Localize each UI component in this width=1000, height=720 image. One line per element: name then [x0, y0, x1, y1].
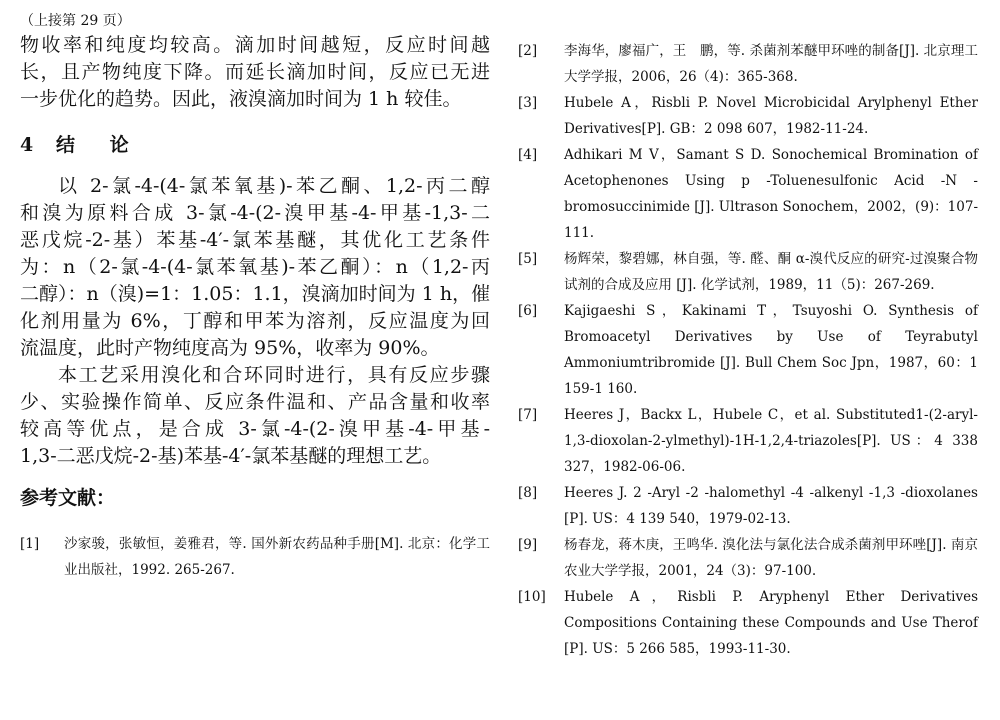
reference-item [518, 298, 978, 402]
text-line: 长，且产物纯度下降。而延长滴加时间，反应已无进 [20, 61, 490, 83]
reference-text: 李海华，廖福广，王 鹏，等. 杀菌剂苯醚甲环唑的制备[J]. 北京理工大学学报，2006，26（4)：365-368. [564, 43, 978, 85]
reference-text: Adhikari M V，Samant S D. Sonochemical Bromination of Acetophenones Using p -Toluenesulfonic Acid -N -bromosuccinimide [J]. Ultrason Sonochem，2002，(9)：107-111. [564, 147, 979, 241]
reference-item [518, 38, 978, 90]
reference-text: Heeres J，Backx L，Hubele C，et al. Substituted1-(2-aryl-1,3-dioxolan-2-ylmethyl)-1H-1,2,4-triazoles[P]. US：4 338 327，1982-06-06. [564, 407, 978, 475]
intro-paragraph [20, 32, 490, 113]
section-heading [20, 132, 490, 159]
reference-text: 杨春龙，蒋木庚，王鸣华. 溴化法与氯化法合成杀菌剂甲环唑[J]. 南京农业大学学报，2001，24（3)：97-100. [564, 537, 978, 579]
reference-label: [3] [518, 95, 538, 111]
reference-label: [4] [518, 147, 538, 163]
reference-item [518, 402, 978, 480]
conclusion-paragraph-2 [20, 362, 490, 470]
text-line: 一步优化的趋势。因此，液溴滴加时间为 1 h 较佳。 [20, 88, 462, 110]
continued-note: （上接第 29 页） [20, 13, 131, 29]
text-line: 以 2-氯-4-(4-氯苯氧基)-苯乙酮、1,2-丙二醇 [58, 175, 490, 197]
reference-text: Heeres J. 2 -Aryl -2 -halomethyl -4 -alkenyl -1,3 -dioxolanes [P]. US：4 139 540，1979-02-13. [564, 485, 978, 527]
conclusion-paragraph-1 [20, 173, 490, 362]
reference-label: [10] [518, 589, 546, 605]
reference-label: [2] [518, 43, 538, 59]
reference-text: Kajigaeshi S，Kakinami T，Tsuyoshi O. Synthesis of Bromoacetyl Derivatives by Use of Teyrabutyl Ammoniumtribromide [J]. Bull Chem Soc Jpn，1987，60：1 159-1 160. [564, 303, 978, 397]
text-line: 流温度，此时产物纯度高为 95%，收率为 90%。 [20, 337, 440, 359]
reference-text: Hubele A，Risbli P. Novel Microbicidal Arylphenyl Ether Derivatives[P]. GB：2 098 607，1982-11-24. [564, 95, 978, 137]
reference-label: [6] [518, 303, 538, 319]
reference-item [518, 142, 978, 246]
reference-item [518, 480, 978, 532]
reference-text: 沙家骏，张敏恒，姜雅君，等. 国外新农药品种手册[M]. 北京：化学工业出版社，1992. 265-267. [64, 536, 490, 578]
text-line: 1,3-二恶戊烷-2-基)苯基-4′-氯苯基醚的理想工艺。 [20, 445, 442, 467]
text-line: 物收率和纯度均较高。滴加时间越短，反应时间越 [20, 34, 490, 56]
left-column [20, 10, 490, 583]
text-line: 本工艺采用溴化和合环同时进行，具有反应步骤 [58, 364, 490, 386]
reference-item [518, 246, 978, 298]
text-line: 较高等优点，是合成 3-氯-4-(2-溴甲基-4-甲基- [20, 418, 490, 440]
section-number: 4 [20, 134, 34, 156]
reference-label: [9] [518, 537, 538, 553]
reference-item [518, 584, 978, 662]
reference-label: [5] [518, 251, 538, 267]
reference-item [20, 531, 490, 583]
reference-item [518, 90, 978, 142]
text-line: 化剂用量为 6%，丁醇和甲苯为溶剂，反应温度为回 [20, 310, 490, 332]
reference-text: 杨辉荣，黎碧娜，林自强，等. 醛、酮 α-溴代反应的研究-过溴聚合物试剂的合成及应用 [J]. 化学试剂，1989，11（5)：267-269. [564, 251, 978, 293]
reference-label: [8] [518, 485, 538, 501]
text-line: 二醇）：n（溴)=1：1.05：1.1，溴滴加时间为 1 h，催 [20, 283, 490, 305]
right-column [518, 38, 978, 662]
text-line: 少、实验操作简单、反应条件温和、产品含量和收率 [20, 391, 490, 413]
reference-label: [1] [20, 536, 40, 552]
reference-item [518, 532, 978, 584]
reference-text: Hubele A，Risbli P. Aryphenyl Ether Derivatives Compositions Containing these Compounds and Use Therof [P]. US：5 266 585，1993-11-30. [564, 589, 978, 657]
text-line: 为：n（2-氯-4-(4-氯苯氧基)-苯乙酮）：n（1,2-丙 [20, 256, 490, 278]
section-title: 结 论 [56, 134, 143, 156]
references-heading: 参考文献： [20, 487, 116, 509]
text-line: 恶戊烷-2-基）苯基-4′-氯苯基醚，其优化工艺条件 [20, 229, 490, 251]
reference-label: [7] [518, 407, 538, 423]
text-line: 和溴为原料合成 3-氯-4-(2-溴甲基-4-甲基-1,3-二 [20, 202, 490, 224]
